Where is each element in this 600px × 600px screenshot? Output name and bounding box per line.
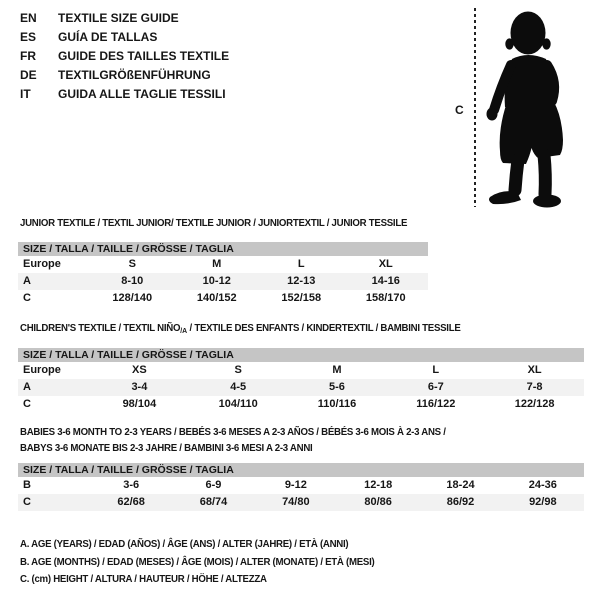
language-code: FR xyxy=(20,49,36,63)
language-header xyxy=(20,9,229,104)
table-cell: L xyxy=(432,364,440,376)
table-cell: 80/86 xyxy=(364,496,392,508)
children-title-after: / TEXTILE DES ENFANTS / KINDERTEXTIL / BAMBINI TESSILE xyxy=(187,322,461,334)
table-cell: 4-5 xyxy=(230,381,247,393)
height-measure-dashed-line xyxy=(474,8,476,207)
row-label: Europe xyxy=(23,258,61,270)
table-cell: S xyxy=(234,364,242,376)
row-label: A xyxy=(23,275,31,287)
toddler-silhouette-icon xyxy=(482,3,596,211)
babies-size-table xyxy=(18,463,584,511)
table-cell: 110/116 xyxy=(317,398,357,410)
language-code: ES xyxy=(20,30,37,44)
size-header-label: SIZE / TALLA / TAILLE / GRÖSSE / TAGLIA xyxy=(23,349,234,361)
junior-size-table xyxy=(18,242,428,307)
language-code: DE xyxy=(20,68,37,82)
table-cell: 12-18 xyxy=(364,479,393,491)
row-label: C xyxy=(23,398,31,410)
children-table-title xyxy=(20,320,499,339)
row-label: Europe xyxy=(23,364,61,376)
table-cell: 18-24 xyxy=(446,479,475,491)
language-label: GUIDE DES TAILLES TEXTILE xyxy=(58,49,230,63)
table-cell: 122/128 xyxy=(514,398,555,410)
table-cell: M xyxy=(332,364,342,376)
table-cell: S xyxy=(128,258,136,270)
legend-line xyxy=(20,536,405,554)
table-row xyxy=(18,379,584,396)
table-cell: 6-7 xyxy=(427,381,444,393)
table-row xyxy=(18,256,428,273)
table-cell: 9-12 xyxy=(284,479,307,491)
legend-line-c: C. (cm) HEIGHT / ALTURA / HAUTEUR / HÖHE / ALTEZZA xyxy=(20,573,267,585)
row-label: C xyxy=(23,292,31,304)
table-cell: XL xyxy=(378,258,393,270)
table-cell: 74/80 xyxy=(282,496,310,508)
measure-label-c: C xyxy=(455,103,464,117)
table-cell: 3-6 xyxy=(123,479,140,491)
table-cell: 152/158 xyxy=(281,292,322,304)
table-cell: 14-16 xyxy=(371,275,400,287)
table-cell: XS xyxy=(132,364,147,376)
table-cell: 128/140 xyxy=(112,292,153,304)
language-row xyxy=(20,28,229,47)
language-label: GUIDA ALLE TAGLIE TESSILI xyxy=(58,87,226,101)
size-header-bar xyxy=(18,348,584,362)
table-cell: M xyxy=(212,258,222,270)
table-cell: 24-36 xyxy=(528,479,557,491)
table-cell: 12-13 xyxy=(287,275,316,287)
row-label: A xyxy=(23,381,31,393)
size-header-label: SIZE / TALLA / TAILLE / GRÖSSE / TAGLIA xyxy=(23,464,234,476)
table-cell: XL xyxy=(527,364,542,376)
table-row xyxy=(18,396,584,413)
legend-line-a: A. AGE (YEARS) / EDAD (AÑOS) / ÂGE (ANS) / ALTER (JAHRE) / ETÀ (ANNI) xyxy=(20,538,349,550)
table-cell: 8-10 xyxy=(121,275,144,287)
table-row xyxy=(18,477,584,494)
table-cell: 6-9 xyxy=(205,479,222,491)
language-row xyxy=(20,85,229,104)
table-row xyxy=(18,494,584,511)
table-row xyxy=(18,290,428,307)
babies-title-line2: BABYS 3-6 MONATE BIS 2-3 JAHRE / BAMBINI 3-6 MESI A 2-3 ANNI xyxy=(20,442,313,454)
table-cell: L xyxy=(297,258,305,270)
table-cell: 104/110 xyxy=(218,398,258,410)
language-code: IT xyxy=(20,87,31,101)
babies-title-line1: BABIES 3-6 MONTH TO 2-3 YEARS / BEBÉS 3-6 MESES A 2-3 AÑOS / BÉBÉS 3-6 MOIS À 2-3 ANS / xyxy=(20,426,446,438)
language-row xyxy=(20,66,229,85)
size-header-label: SIZE / TALLA / TAILLE / GRÖSSE / TAGLIA xyxy=(23,243,234,255)
babies-table-title xyxy=(20,424,483,456)
junior-table-title-text: JUNIOR TEXTILE / TEXTIL JUNIOR/ TEXTILE JUNIOR / JUNIORTEXTIL / JUNIOR TESSILE xyxy=(20,217,408,229)
children-title-before: CHILDREN'S TEXTILE / TEXTIL NIÑO xyxy=(20,322,181,334)
children-size-table xyxy=(18,348,584,413)
language-code: EN xyxy=(20,11,37,25)
legend-line xyxy=(20,554,405,572)
table-cell: 3-4 xyxy=(131,381,148,393)
children-title-subscript: /A xyxy=(180,326,188,335)
table-row xyxy=(18,273,428,290)
language-row xyxy=(20,9,229,28)
language-label: TEXTILGRÖßENFÜHRUNG xyxy=(58,68,211,82)
table-cell: 68/74 xyxy=(199,496,228,508)
table-cell: 62/68 xyxy=(117,496,145,508)
language-row xyxy=(20,47,229,66)
table-cell: 10-12 xyxy=(202,275,231,287)
size-header-bar xyxy=(18,463,584,477)
table-cell: 98/104 xyxy=(122,398,157,410)
children-table-title-text xyxy=(20,320,461,339)
size-header-bar xyxy=(18,242,428,256)
legend-line-b: B. AGE (MONTHS) / EDAD (MESES) / ÂGE (MOIS) / ALTER (MONATE) / ETÀ (MESI) xyxy=(20,555,375,568)
language-label: GUÍA DE TALLAS xyxy=(58,30,158,44)
measure-legend xyxy=(20,536,405,589)
table-cell: 158/170 xyxy=(365,292,406,304)
table-cell: 7-8 xyxy=(526,381,543,393)
row-label: B xyxy=(23,479,31,491)
row-label: C xyxy=(23,496,31,508)
junior-table-title xyxy=(20,215,441,231)
table-row xyxy=(18,362,584,379)
table-cell: 86/92 xyxy=(446,496,475,508)
table-cell: 5-6 xyxy=(329,381,345,393)
table-cell: 116/122 xyxy=(416,398,456,410)
language-label: TEXTILE SIZE GUIDE xyxy=(58,11,179,25)
table-cell: 92/98 xyxy=(529,496,557,508)
legend-line xyxy=(20,571,405,589)
table-cell: 140/152 xyxy=(196,292,237,304)
